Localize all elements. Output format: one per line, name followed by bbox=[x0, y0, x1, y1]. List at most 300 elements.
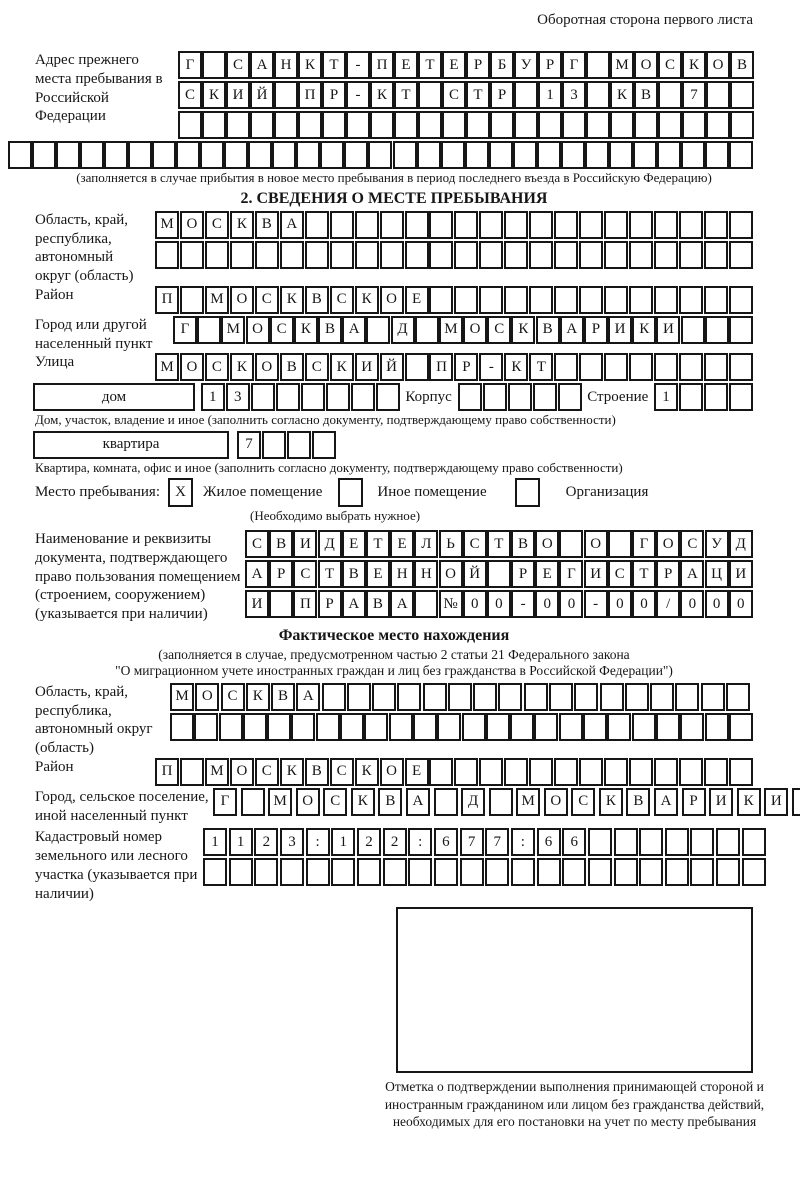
char-cell[interactable] bbox=[705, 316, 729, 344]
char-cell[interactable] bbox=[454, 286, 478, 314]
char-cell[interactable] bbox=[675, 683, 699, 711]
char-cell[interactable] bbox=[80, 141, 104, 169]
char-cell[interactable] bbox=[654, 241, 678, 269]
char-cell[interactable]: 0 bbox=[608, 590, 632, 618]
char-cell[interactable]: 1 bbox=[654, 383, 678, 411]
char-cell[interactable]: М bbox=[205, 286, 229, 314]
char-cell[interactable] bbox=[650, 683, 674, 711]
char-cell[interactable]: К bbox=[599, 788, 623, 816]
char-cell[interactable]: В bbox=[536, 316, 560, 344]
char-cell[interactable]: В bbox=[730, 51, 754, 79]
char-cell[interactable]: А bbox=[654, 788, 678, 816]
char-cell[interactable]: Р bbox=[454, 353, 478, 381]
char-cell[interactable] bbox=[524, 683, 548, 711]
checkbox-inoe[interactable] bbox=[338, 478, 363, 507]
char-cell[interactable] bbox=[437, 713, 461, 741]
char-cell[interactable]: О bbox=[296, 788, 320, 816]
char-cell[interactable] bbox=[639, 828, 663, 856]
char-cell[interactable]: Й bbox=[380, 353, 404, 381]
char-cell[interactable] bbox=[600, 683, 624, 711]
char-cell[interactable]: : bbox=[511, 828, 535, 856]
char-cell[interactable] bbox=[534, 713, 558, 741]
char-cell[interactable]: Т bbox=[529, 353, 553, 381]
char-cell[interactable] bbox=[486, 713, 510, 741]
char-cell[interactable] bbox=[355, 211, 379, 239]
char-cell[interactable] bbox=[705, 141, 729, 169]
char-cell[interactable] bbox=[559, 530, 583, 558]
char-cell[interactable] bbox=[316, 713, 340, 741]
char-cell[interactable]: 0 bbox=[487, 590, 511, 618]
char-cell[interactable] bbox=[681, 316, 705, 344]
char-cell[interactable] bbox=[305, 211, 329, 239]
char-cell[interactable]: С bbox=[205, 211, 229, 239]
char-cell[interactable] bbox=[413, 713, 437, 741]
char-cell[interactable]: Г bbox=[562, 51, 586, 79]
char-cell[interactable]: К bbox=[511, 316, 535, 344]
char-cell[interactable] bbox=[448, 683, 472, 711]
char-cell[interactable] bbox=[629, 353, 653, 381]
char-cell[interactable] bbox=[513, 141, 537, 169]
char-cell[interactable]: 0 bbox=[632, 590, 656, 618]
char-cell[interactable] bbox=[155, 241, 179, 269]
char-cell[interactable]: Р bbox=[682, 788, 706, 816]
char-cell[interactable] bbox=[104, 141, 128, 169]
char-cell[interactable] bbox=[792, 788, 800, 816]
char-cell[interactable]: / bbox=[656, 590, 680, 618]
char-cell[interactable] bbox=[224, 141, 248, 169]
char-cell[interactable]: М bbox=[170, 683, 194, 711]
char-cell[interactable] bbox=[706, 81, 730, 109]
char-cell[interactable]: Е bbox=[405, 286, 429, 314]
char-cell[interactable] bbox=[679, 211, 703, 239]
char-cell[interactable] bbox=[331, 858, 355, 886]
char-cell[interactable] bbox=[679, 383, 703, 411]
char-cell[interactable]: К bbox=[280, 286, 304, 314]
char-cell[interactable] bbox=[679, 353, 703, 381]
char-cell[interactable] bbox=[607, 713, 631, 741]
char-cell[interactable] bbox=[429, 241, 453, 269]
char-cell[interactable] bbox=[291, 713, 315, 741]
char-cell[interactable]: С bbox=[463, 530, 487, 558]
char-cell[interactable]: Т bbox=[322, 51, 346, 79]
char-cell[interactable] bbox=[380, 211, 404, 239]
char-cell[interactable] bbox=[434, 788, 458, 816]
char-cell[interactable] bbox=[574, 683, 598, 711]
char-cell[interactable] bbox=[529, 758, 553, 786]
char-cell[interactable] bbox=[679, 758, 703, 786]
char-cell[interactable]: О bbox=[230, 286, 254, 314]
char-cell[interactable] bbox=[408, 858, 432, 886]
char-cell[interactable]: С bbox=[323, 788, 347, 816]
char-cell[interactable]: И bbox=[764, 788, 788, 816]
char-cell[interactable]: В bbox=[511, 530, 535, 558]
char-cell[interactable] bbox=[679, 241, 703, 269]
char-cell[interactable]: 7 bbox=[460, 828, 484, 856]
char-cell[interactable] bbox=[504, 758, 528, 786]
char-cell[interactable]: К bbox=[230, 211, 254, 239]
char-cell[interactable] bbox=[366, 316, 390, 344]
char-cell[interactable] bbox=[608, 530, 632, 558]
char-cell[interactable] bbox=[454, 758, 478, 786]
char-cell[interactable] bbox=[510, 713, 534, 741]
char-cell[interactable] bbox=[489, 141, 513, 169]
char-cell[interactable]: П bbox=[293, 590, 317, 618]
char-cell[interactable]: 2 bbox=[254, 828, 278, 856]
char-cell[interactable] bbox=[280, 241, 304, 269]
char-cell[interactable] bbox=[306, 858, 330, 886]
char-cell[interactable] bbox=[729, 383, 753, 411]
char-cell[interactable] bbox=[514, 111, 538, 139]
char-cell[interactable]: К bbox=[504, 353, 528, 381]
char-cell[interactable]: О bbox=[195, 683, 219, 711]
char-cell[interactable] bbox=[483, 383, 507, 411]
char-cell[interactable] bbox=[729, 286, 753, 314]
char-cell[interactable] bbox=[585, 141, 609, 169]
char-cell[interactable] bbox=[561, 141, 585, 169]
char-cell[interactable]: В bbox=[269, 530, 293, 558]
char-cell[interactable]: А bbox=[560, 316, 584, 344]
char-cell[interactable] bbox=[604, 241, 628, 269]
char-cell[interactable] bbox=[393, 141, 417, 169]
char-cell[interactable] bbox=[405, 211, 429, 239]
char-cell[interactable] bbox=[629, 241, 653, 269]
char-cell[interactable] bbox=[610, 111, 634, 139]
char-cell[interactable] bbox=[178, 111, 202, 139]
char-cell[interactable] bbox=[397, 683, 421, 711]
char-cell[interactable] bbox=[250, 111, 274, 139]
char-cell[interactable]: 1 bbox=[229, 828, 253, 856]
char-cell[interactable] bbox=[654, 211, 678, 239]
char-cell[interactable] bbox=[200, 141, 224, 169]
char-cell[interactable] bbox=[729, 241, 753, 269]
char-cell[interactable] bbox=[586, 51, 610, 79]
char-cell[interactable]: П bbox=[370, 51, 394, 79]
char-cell[interactable] bbox=[462, 713, 486, 741]
char-cell[interactable] bbox=[554, 241, 578, 269]
char-cell[interactable] bbox=[322, 683, 346, 711]
char-cell[interactable]: А bbox=[342, 590, 366, 618]
char-cell[interactable]: С bbox=[255, 758, 279, 786]
char-cell[interactable] bbox=[537, 858, 561, 886]
char-cell[interactable]: Р bbox=[466, 51, 490, 79]
char-cell[interactable] bbox=[730, 111, 754, 139]
char-cell[interactable]: М bbox=[439, 316, 463, 344]
char-cell[interactable] bbox=[241, 788, 265, 816]
char-cell[interactable]: 0 bbox=[535, 590, 559, 618]
char-cell[interactable]: М bbox=[516, 788, 540, 816]
char-cell[interactable]: 3 bbox=[562, 81, 586, 109]
char-cell[interactable] bbox=[454, 241, 478, 269]
char-cell[interactable]: Д bbox=[729, 530, 753, 558]
char-cell[interactable]: К bbox=[355, 286, 379, 314]
char-cell[interactable]: Й bbox=[250, 81, 274, 109]
char-cell[interactable] bbox=[152, 141, 176, 169]
char-cell[interactable] bbox=[372, 683, 396, 711]
char-cell[interactable] bbox=[504, 241, 528, 269]
char-cell[interactable]: К bbox=[610, 81, 634, 109]
char-cell[interactable] bbox=[340, 713, 364, 741]
char-cell[interactable]: К bbox=[202, 81, 226, 109]
char-cell[interactable] bbox=[357, 858, 381, 886]
char-cell[interactable] bbox=[490, 111, 514, 139]
char-cell[interactable]: О bbox=[535, 530, 559, 558]
char-cell[interactable]: А bbox=[406, 788, 430, 816]
char-cell[interactable] bbox=[514, 81, 538, 109]
char-cell[interactable] bbox=[529, 241, 553, 269]
char-cell[interactable] bbox=[394, 111, 418, 139]
char-cell[interactable] bbox=[429, 211, 453, 239]
char-cell[interactable]: 0 bbox=[463, 590, 487, 618]
char-cell[interactable]: Р bbox=[511, 560, 535, 588]
char-cell[interactable]: Г bbox=[632, 530, 656, 558]
char-cell[interactable]: С bbox=[608, 560, 632, 588]
char-cell[interactable]: К bbox=[246, 683, 270, 711]
char-cell[interactable]: Р bbox=[322, 81, 346, 109]
char-cell[interactable] bbox=[429, 758, 453, 786]
char-cell[interactable]: А bbox=[296, 683, 320, 711]
char-cell[interactable]: О bbox=[584, 530, 608, 558]
char-cell[interactable]: С bbox=[270, 316, 294, 344]
char-cell[interactable] bbox=[418, 81, 442, 109]
char-cell[interactable] bbox=[479, 758, 503, 786]
char-cell[interactable] bbox=[269, 590, 293, 618]
char-cell[interactable]: О bbox=[180, 353, 204, 381]
char-cell[interactable]: К bbox=[632, 316, 656, 344]
char-cell[interactable] bbox=[322, 111, 346, 139]
char-cell[interactable]: : bbox=[306, 828, 330, 856]
char-cell[interactable]: В bbox=[366, 590, 390, 618]
checkbox-organizatsiya[interactable] bbox=[515, 478, 540, 507]
char-cell[interactable]: О bbox=[634, 51, 658, 79]
char-cell[interactable]: 1 bbox=[203, 828, 227, 856]
char-cell[interactable]: В bbox=[305, 286, 329, 314]
char-cell[interactable]: Н bbox=[390, 560, 414, 588]
char-cell[interactable] bbox=[654, 286, 678, 314]
char-cell[interactable] bbox=[272, 141, 296, 169]
char-cell[interactable]: С bbox=[442, 81, 466, 109]
char-cell[interactable]: Д bbox=[461, 788, 485, 816]
char-cell[interactable] bbox=[583, 713, 607, 741]
char-cell[interactable] bbox=[704, 241, 728, 269]
char-cell[interactable] bbox=[554, 758, 578, 786]
char-cell[interactable] bbox=[742, 828, 766, 856]
char-cell[interactable] bbox=[230, 241, 254, 269]
char-cell[interactable] bbox=[298, 111, 322, 139]
char-cell[interactable] bbox=[579, 241, 603, 269]
char-cell[interactable] bbox=[442, 111, 466, 139]
char-cell[interactable]: - bbox=[346, 51, 370, 79]
char-cell[interactable]: О bbox=[706, 51, 730, 79]
char-cell[interactable] bbox=[554, 353, 578, 381]
char-cell[interactable] bbox=[690, 828, 714, 856]
char-cell[interactable] bbox=[632, 713, 656, 741]
char-cell[interactable] bbox=[376, 383, 400, 411]
char-cell[interactable]: В bbox=[305, 758, 329, 786]
char-cell[interactable]: Т bbox=[466, 81, 490, 109]
char-cell[interactable] bbox=[262, 431, 286, 459]
char-cell[interactable] bbox=[604, 286, 628, 314]
char-cell[interactable] bbox=[383, 858, 407, 886]
char-cell[interactable]: Е bbox=[390, 530, 414, 558]
char-cell[interactable]: 7 bbox=[485, 828, 509, 856]
char-cell[interactable] bbox=[229, 858, 253, 886]
char-cell[interactable]: В bbox=[318, 316, 342, 344]
char-cell[interactable] bbox=[355, 241, 379, 269]
char-cell[interactable]: П bbox=[298, 81, 322, 109]
char-cell[interactable] bbox=[489, 788, 513, 816]
char-cell[interactable] bbox=[485, 858, 509, 886]
char-cell[interactable]: К bbox=[294, 316, 318, 344]
char-cell[interactable]: В bbox=[378, 788, 402, 816]
char-cell[interactable] bbox=[609, 141, 633, 169]
char-cell[interactable]: В bbox=[280, 353, 304, 381]
char-cell[interactable]: И bbox=[584, 560, 608, 588]
char-cell[interactable] bbox=[305, 241, 329, 269]
char-cell[interactable] bbox=[537, 141, 561, 169]
char-cell[interactable]: Г bbox=[559, 560, 583, 588]
char-cell[interactable] bbox=[202, 111, 226, 139]
char-cell[interactable]: С bbox=[226, 51, 250, 79]
char-cell[interactable] bbox=[414, 590, 438, 618]
char-cell[interactable] bbox=[176, 141, 200, 169]
char-cell[interactable] bbox=[219, 713, 243, 741]
char-cell[interactable] bbox=[654, 353, 678, 381]
char-cell[interactable]: 2 bbox=[357, 828, 381, 856]
char-cell[interactable] bbox=[729, 353, 753, 381]
char-cell[interactable]: В bbox=[271, 683, 295, 711]
char-cell[interactable] bbox=[287, 431, 311, 459]
char-cell[interactable] bbox=[226, 111, 250, 139]
char-cell[interactable]: С bbox=[305, 353, 329, 381]
char-cell[interactable]: № bbox=[439, 590, 463, 618]
char-cell[interactable]: И bbox=[226, 81, 250, 109]
char-cell[interactable]: А bbox=[342, 316, 366, 344]
char-cell[interactable] bbox=[682, 111, 706, 139]
char-cell[interactable] bbox=[604, 758, 628, 786]
char-cell[interactable] bbox=[405, 241, 429, 269]
char-cell[interactable]: - bbox=[511, 590, 535, 618]
char-cell[interactable] bbox=[559, 713, 583, 741]
char-cell[interactable] bbox=[274, 111, 298, 139]
char-cell[interactable] bbox=[729, 316, 753, 344]
char-cell[interactable]: П bbox=[155, 758, 179, 786]
char-cell[interactable] bbox=[726, 683, 750, 711]
char-cell[interactable]: 7 bbox=[682, 81, 706, 109]
char-cell[interactable] bbox=[614, 828, 638, 856]
char-cell[interactable] bbox=[487, 560, 511, 588]
char-cell[interactable] bbox=[681, 141, 705, 169]
char-cell[interactable]: О bbox=[180, 211, 204, 239]
char-cell[interactable] bbox=[441, 141, 465, 169]
char-cell[interactable] bbox=[344, 141, 368, 169]
char-cell[interactable]: И bbox=[355, 353, 379, 381]
char-cell[interactable] bbox=[389, 713, 413, 741]
char-cell[interactable] bbox=[704, 286, 728, 314]
char-cell[interactable] bbox=[498, 683, 522, 711]
char-cell[interactable]: О bbox=[230, 758, 254, 786]
char-cell[interactable] bbox=[665, 828, 689, 856]
char-cell[interactable] bbox=[274, 81, 298, 109]
char-cell[interactable]: В bbox=[626, 788, 650, 816]
char-cell[interactable]: А bbox=[245, 560, 269, 588]
char-cell[interactable]: 6 bbox=[537, 828, 561, 856]
char-cell[interactable] bbox=[180, 241, 204, 269]
char-cell[interactable] bbox=[429, 286, 453, 314]
char-cell[interactable]: К bbox=[280, 758, 304, 786]
char-cell[interactable]: У bbox=[705, 530, 729, 558]
char-cell[interactable] bbox=[423, 683, 447, 711]
char-cell[interactable] bbox=[586, 81, 610, 109]
char-cell[interactable] bbox=[434, 858, 458, 886]
char-cell[interactable]: Б bbox=[490, 51, 514, 79]
char-cell[interactable] bbox=[330, 241, 354, 269]
char-cell[interactable]: Л bbox=[414, 530, 438, 558]
char-cell[interactable]: О bbox=[544, 788, 568, 816]
char-cell[interactable] bbox=[56, 141, 80, 169]
char-cell[interactable] bbox=[729, 141, 753, 169]
char-cell[interactable]: Е bbox=[405, 758, 429, 786]
char-cell[interactable] bbox=[656, 713, 680, 741]
char-cell[interactable]: Р bbox=[490, 81, 514, 109]
char-cell[interactable]: Ь bbox=[439, 530, 463, 558]
char-cell[interactable] bbox=[562, 858, 586, 886]
char-cell[interactable] bbox=[197, 316, 221, 344]
char-cell[interactable] bbox=[579, 286, 603, 314]
char-cell[interactable]: О bbox=[380, 286, 404, 314]
char-cell[interactable]: - bbox=[479, 353, 503, 381]
char-cell[interactable] bbox=[320, 141, 344, 169]
char-cell[interactable] bbox=[554, 211, 578, 239]
char-cell[interactable]: Т bbox=[366, 530, 390, 558]
char-cell[interactable] bbox=[629, 758, 653, 786]
char-cell[interactable]: О bbox=[463, 316, 487, 344]
char-cell[interactable]: С bbox=[658, 51, 682, 79]
char-cell[interactable] bbox=[194, 713, 218, 741]
char-cell[interactable] bbox=[658, 111, 682, 139]
char-cell[interactable]: Е bbox=[535, 560, 559, 588]
char-cell[interactable] bbox=[633, 141, 657, 169]
char-cell[interactable] bbox=[508, 383, 532, 411]
char-cell[interactable] bbox=[658, 81, 682, 109]
char-cell[interactable] bbox=[716, 858, 740, 886]
char-cell[interactable]: С bbox=[330, 286, 354, 314]
char-cell[interactable]: П bbox=[429, 353, 453, 381]
char-cell[interactable]: С bbox=[330, 758, 354, 786]
char-cell[interactable]: М bbox=[205, 758, 229, 786]
char-cell[interactable]: Р bbox=[318, 590, 342, 618]
char-cell[interactable] bbox=[579, 758, 603, 786]
char-cell[interactable] bbox=[705, 713, 729, 741]
char-cell[interactable]: Т bbox=[418, 51, 442, 79]
char-cell[interactable]: А bbox=[250, 51, 274, 79]
char-cell[interactable]: Н bbox=[274, 51, 298, 79]
char-cell[interactable] bbox=[203, 858, 227, 886]
char-cell[interactable] bbox=[629, 211, 653, 239]
char-cell[interactable] bbox=[704, 353, 728, 381]
char-cell[interactable] bbox=[729, 211, 753, 239]
char-cell[interactable] bbox=[312, 431, 336, 459]
char-cell[interactable] bbox=[701, 683, 725, 711]
char-cell[interactable] bbox=[538, 111, 562, 139]
char-cell[interactable] bbox=[254, 858, 278, 886]
char-cell[interactable] bbox=[248, 141, 272, 169]
char-cell[interactable]: 0 bbox=[559, 590, 583, 618]
char-cell[interactable] bbox=[251, 383, 275, 411]
char-cell[interactable]: В bbox=[634, 81, 658, 109]
char-cell[interactable] bbox=[364, 713, 388, 741]
char-cell[interactable] bbox=[533, 383, 557, 411]
char-cell[interactable]: Р bbox=[584, 316, 608, 344]
